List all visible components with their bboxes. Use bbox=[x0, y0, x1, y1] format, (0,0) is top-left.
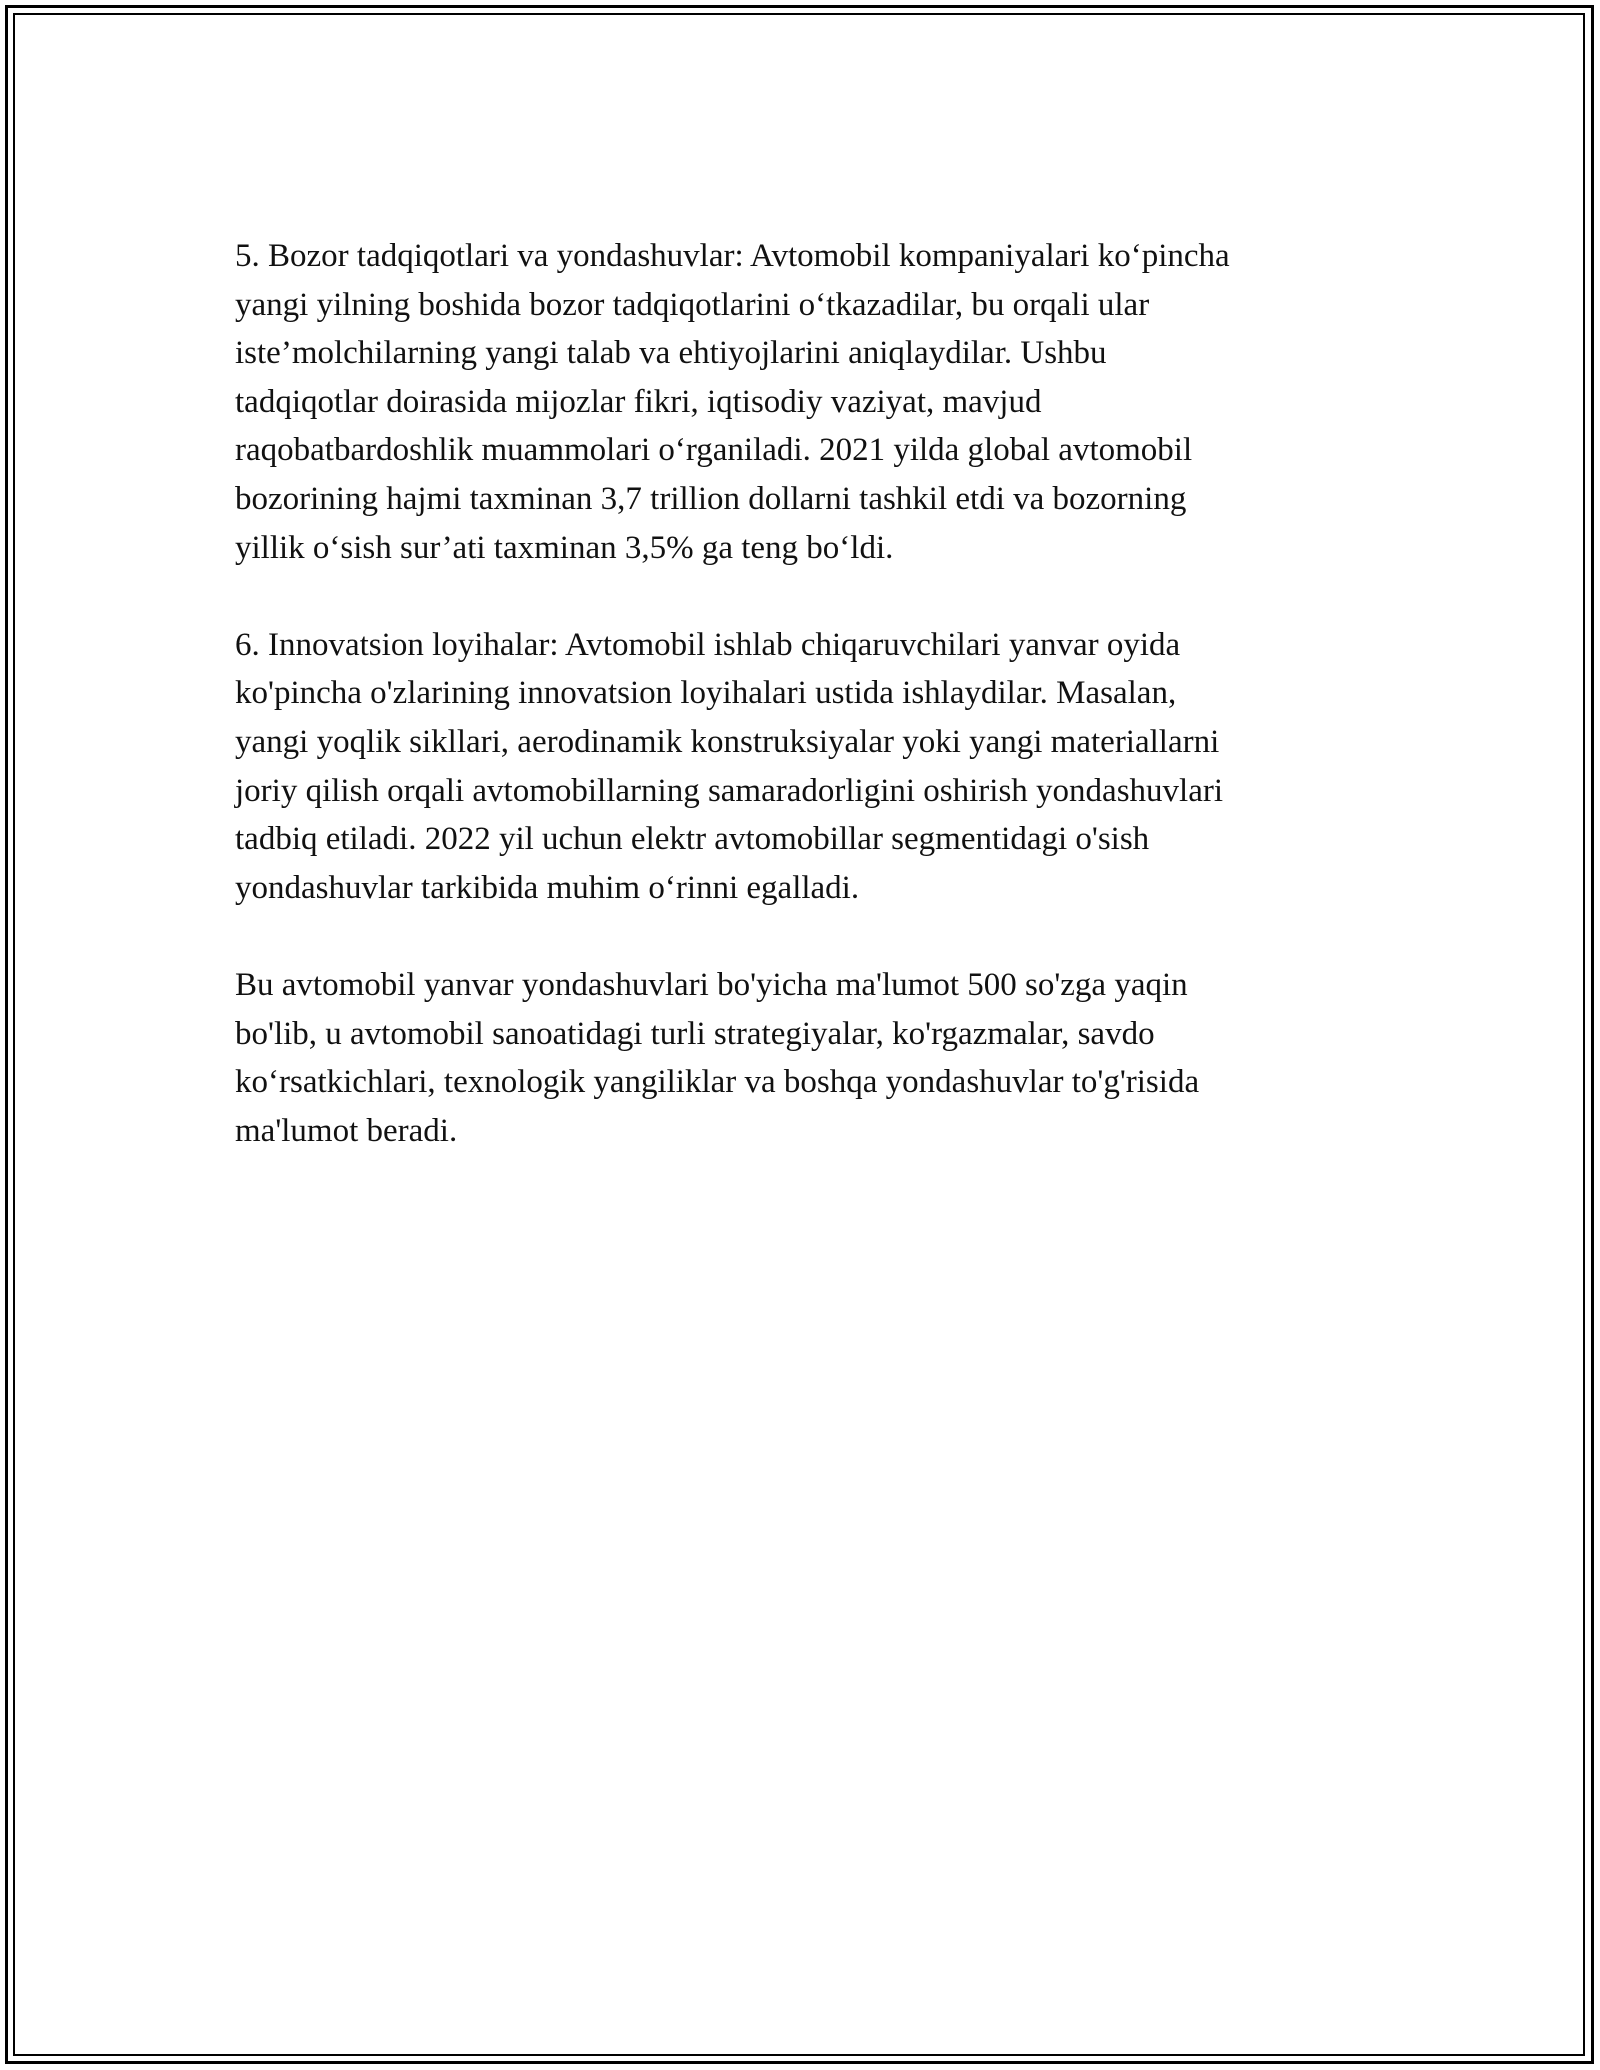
paragraph-market-research: 5. Bozor tadqiqotlari va yondashuvlar: Avtomobil kompaniyalari ko‘pincha yangi yilning boshida bozor tadqiqotlarini o‘tkazadilar, bu orqali ular iste’molchilarning yangi talab va ehtiyojlarini aniqlaydilar. Ushbu tadqiqotlar doirasida mijozlar fikri, iqtisodiy vaziyat, mavjud raqobatbardoshlik muammolari o‘rganiladi. 2021 yilda global avtomobil bozorining hajmi taxminan 3,7 trillion dollarni tashkil etdi va bozorning yillik o‘sish sur’ati taxminan 3,5% ga teng bo‘ldi. bbox=[235, 238, 1230, 566]
paragraph-innovation-projects: 6. Innovatsion loyihalar: Avtomobil ishlab chiqaruvchilari yanvar oyida ko'pincha o'zlarining innovatsion loyihalari ustida ishlaydilar. Masalan, yangi yoqlik sikllari, aerodinamik konstruksiyalar yoki yangi materiallarni joriy qilish orqali avtomobillarning samaradorligini oshirish yondashuvlari tadbiq etiladi. 2022 yil uchun elektr avtomobillar segmentidagi o'sish yondashuvlar tarkibida muhim o‘rinni egalladi. bbox=[235, 626, 1224, 906]
paragraph-summary: Bu avtomobil yanvar yondashuvlari bo'yicha ma'lumot 500 so'zga yaqin bo'lib, u avtomobil sanoatidagi turli strategiyalar, ko'rgazmalar, savdo ko‘rsatkichlari, texnologik yangiliklar va boshqa yondashuvlar to'g'risida ma'lumot beradi. bbox=[235, 966, 1200, 1149]
document-body bbox=[235, 232, 1365, 1204]
